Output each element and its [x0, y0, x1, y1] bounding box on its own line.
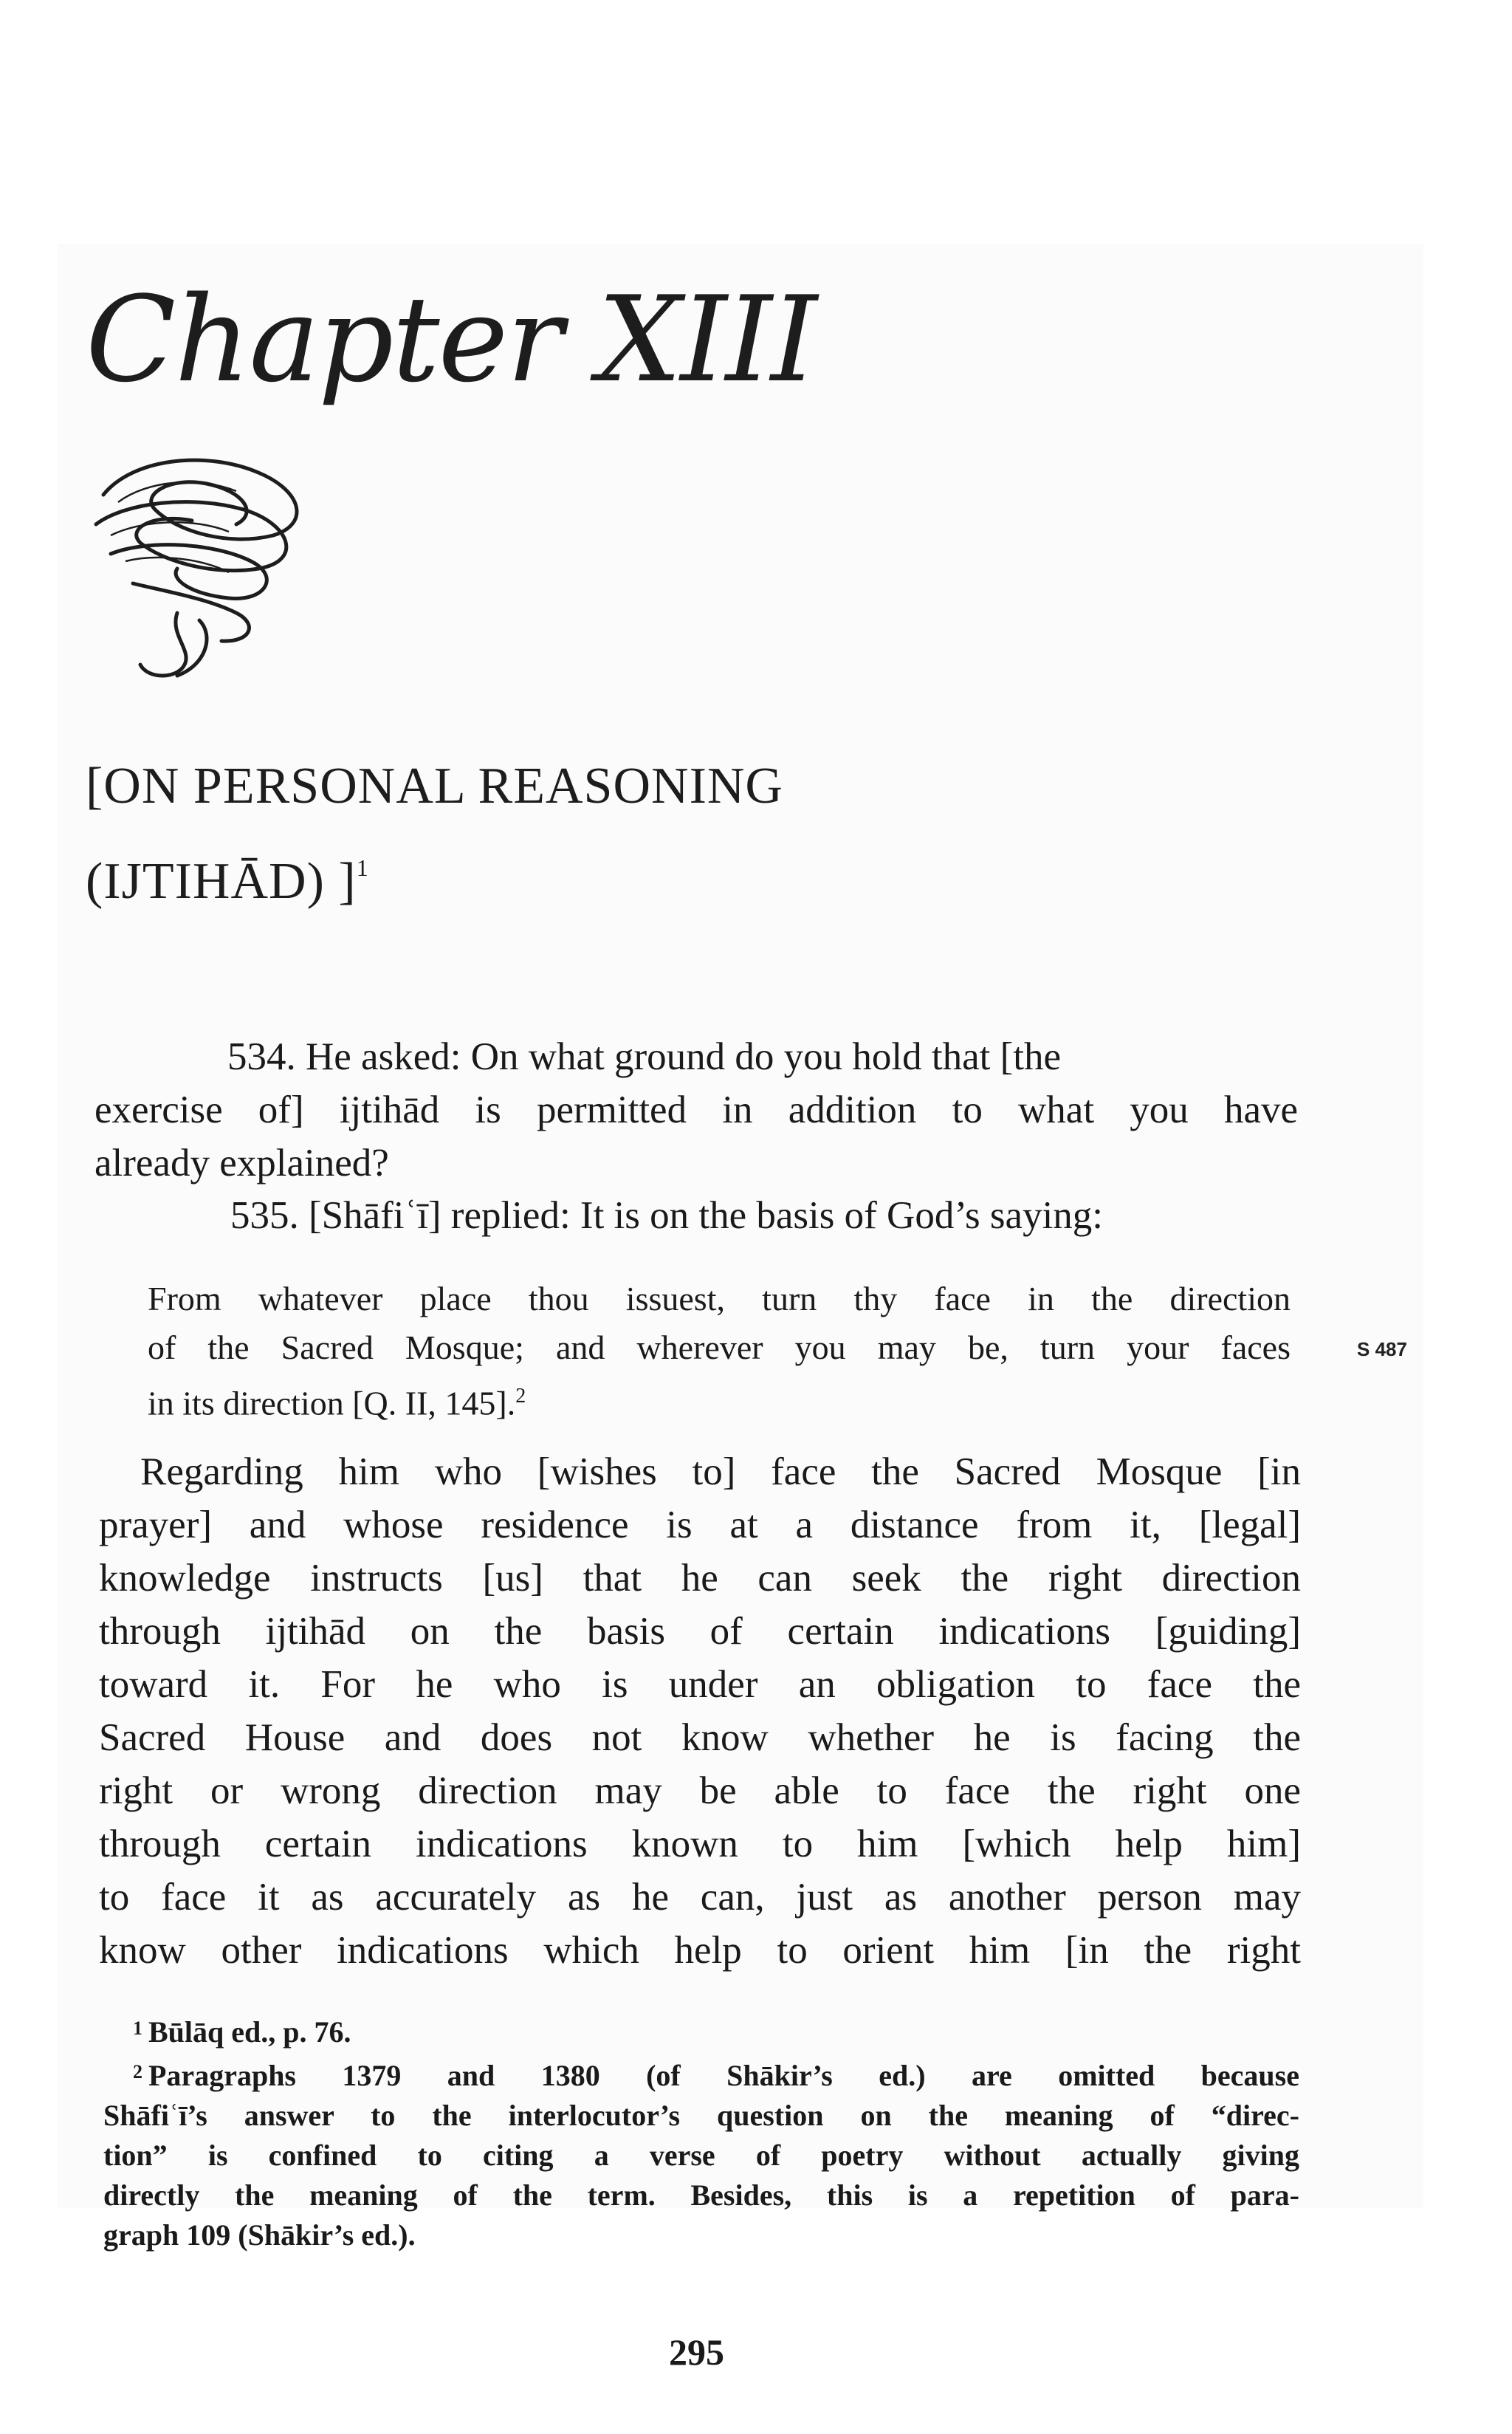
- body-line: Regarding him who [wishes to] face the Sacred Mosque [in: [140, 1450, 1301, 1493]
- footnote-2-line: directly the meaning of the term. Besides, this is a repetition of para-: [103, 2178, 1299, 2212]
- footnote-1-text: Būlāq ed., p. 76.: [148, 2015, 351, 2049]
- paragraph-534: [94, 1030, 1298, 1190]
- body-line: knowledge instructs [us] that he can seek the right direction: [99, 1557, 1301, 1600]
- section-title-line-2: [86, 827, 783, 922]
- footnote-2-line: Shāfiʿī’s answer to the interlocutor’s question on the meaning of “direc-: [103, 2099, 1299, 2132]
- paragraph-534-line-3: already explained?: [94, 1142, 389, 1185]
- quote-line-1: From whatever place thou issuest, turn thy face in the direction: [148, 1280, 1291, 1317]
- chapter-heading: Chapter XIII: [86, 270, 817, 408]
- body-line: through certain indications known to him [which help him]: [99, 1823, 1301, 1865]
- footnote-mark: 1: [133, 2018, 142, 2039]
- quote-line-3-text: in its direction [Q. II, 145].: [148, 1384, 516, 1422]
- paragraph-535: 535. [Shāfiʿī] replied: It is on the basis of God’s saying:: [230, 1194, 1104, 1237]
- footnote-2-line: [103, 2052, 1299, 2096]
- body-line: through ijtihād on the basis of certain indications [guiding]: [99, 1610, 1301, 1653]
- footnote-2-line: tion” is confined to citing a verse of poetry without actually giving: [103, 2139, 1299, 2172]
- section-title-line-1: [ON PERSONAL REASONING: [86, 758, 783, 815]
- body-line: know other indications which help to orient him [in the right: [99, 1929, 1301, 1972]
- footnotes: [103, 2009, 1299, 2255]
- quote-line-2: of the Sacred Mosque; and wherever you may be, turn your faces: [148, 1329, 1291, 1366]
- paragraph-534-line-1: 534. He asked: On what ground do you hold that [the: [227, 1035, 1061, 1078]
- body-line: Sacred House and does not know whether he is facing the: [99, 1716, 1301, 1759]
- quran-quote: [148, 1275, 1291, 1427]
- footnote-1: [103, 2009, 1299, 2052]
- footnote-2-text: Paragraphs 1379 and 1380 (of Shākir’s ed.) are omitted because: [148, 2059, 1299, 2092]
- quote-line-3: [148, 1372, 1291, 1427]
- section-title: [86, 746, 783, 922]
- body-line: to face it as accurately as he can, just as another person may: [99, 1876, 1301, 1919]
- footnote-mark: 2: [133, 2061, 142, 2082]
- footnote-reference[interactable]: 1: [356, 854, 369, 881]
- body-line: right or wrong direction may be able to face the right one: [99, 1769, 1301, 1812]
- paragraph-534-line-2: exercise of] ijtihād is permitted in addition to what you have: [94, 1089, 1298, 1131]
- page-number: 295: [669, 2331, 724, 2373]
- margin-note: S 487: [1357, 1338, 1407, 1360]
- body-paragraph: [99, 1445, 1301, 1977]
- section-title-text: (IJTIHĀD) ]: [86, 853, 357, 910]
- calligraphic-flourish-icon: [89, 443, 325, 687]
- footnote-reference[interactable]: 2: [515, 1385, 526, 1408]
- footnote-2-line: graph 109 (Shākir’s ed.).: [103, 2218, 416, 2252]
- body-line: prayer] and whose residence is at a distance from it, [legal]: [99, 1504, 1301, 1546]
- body-line: toward it. For he who is under an obligation to face the: [99, 1663, 1301, 1706]
